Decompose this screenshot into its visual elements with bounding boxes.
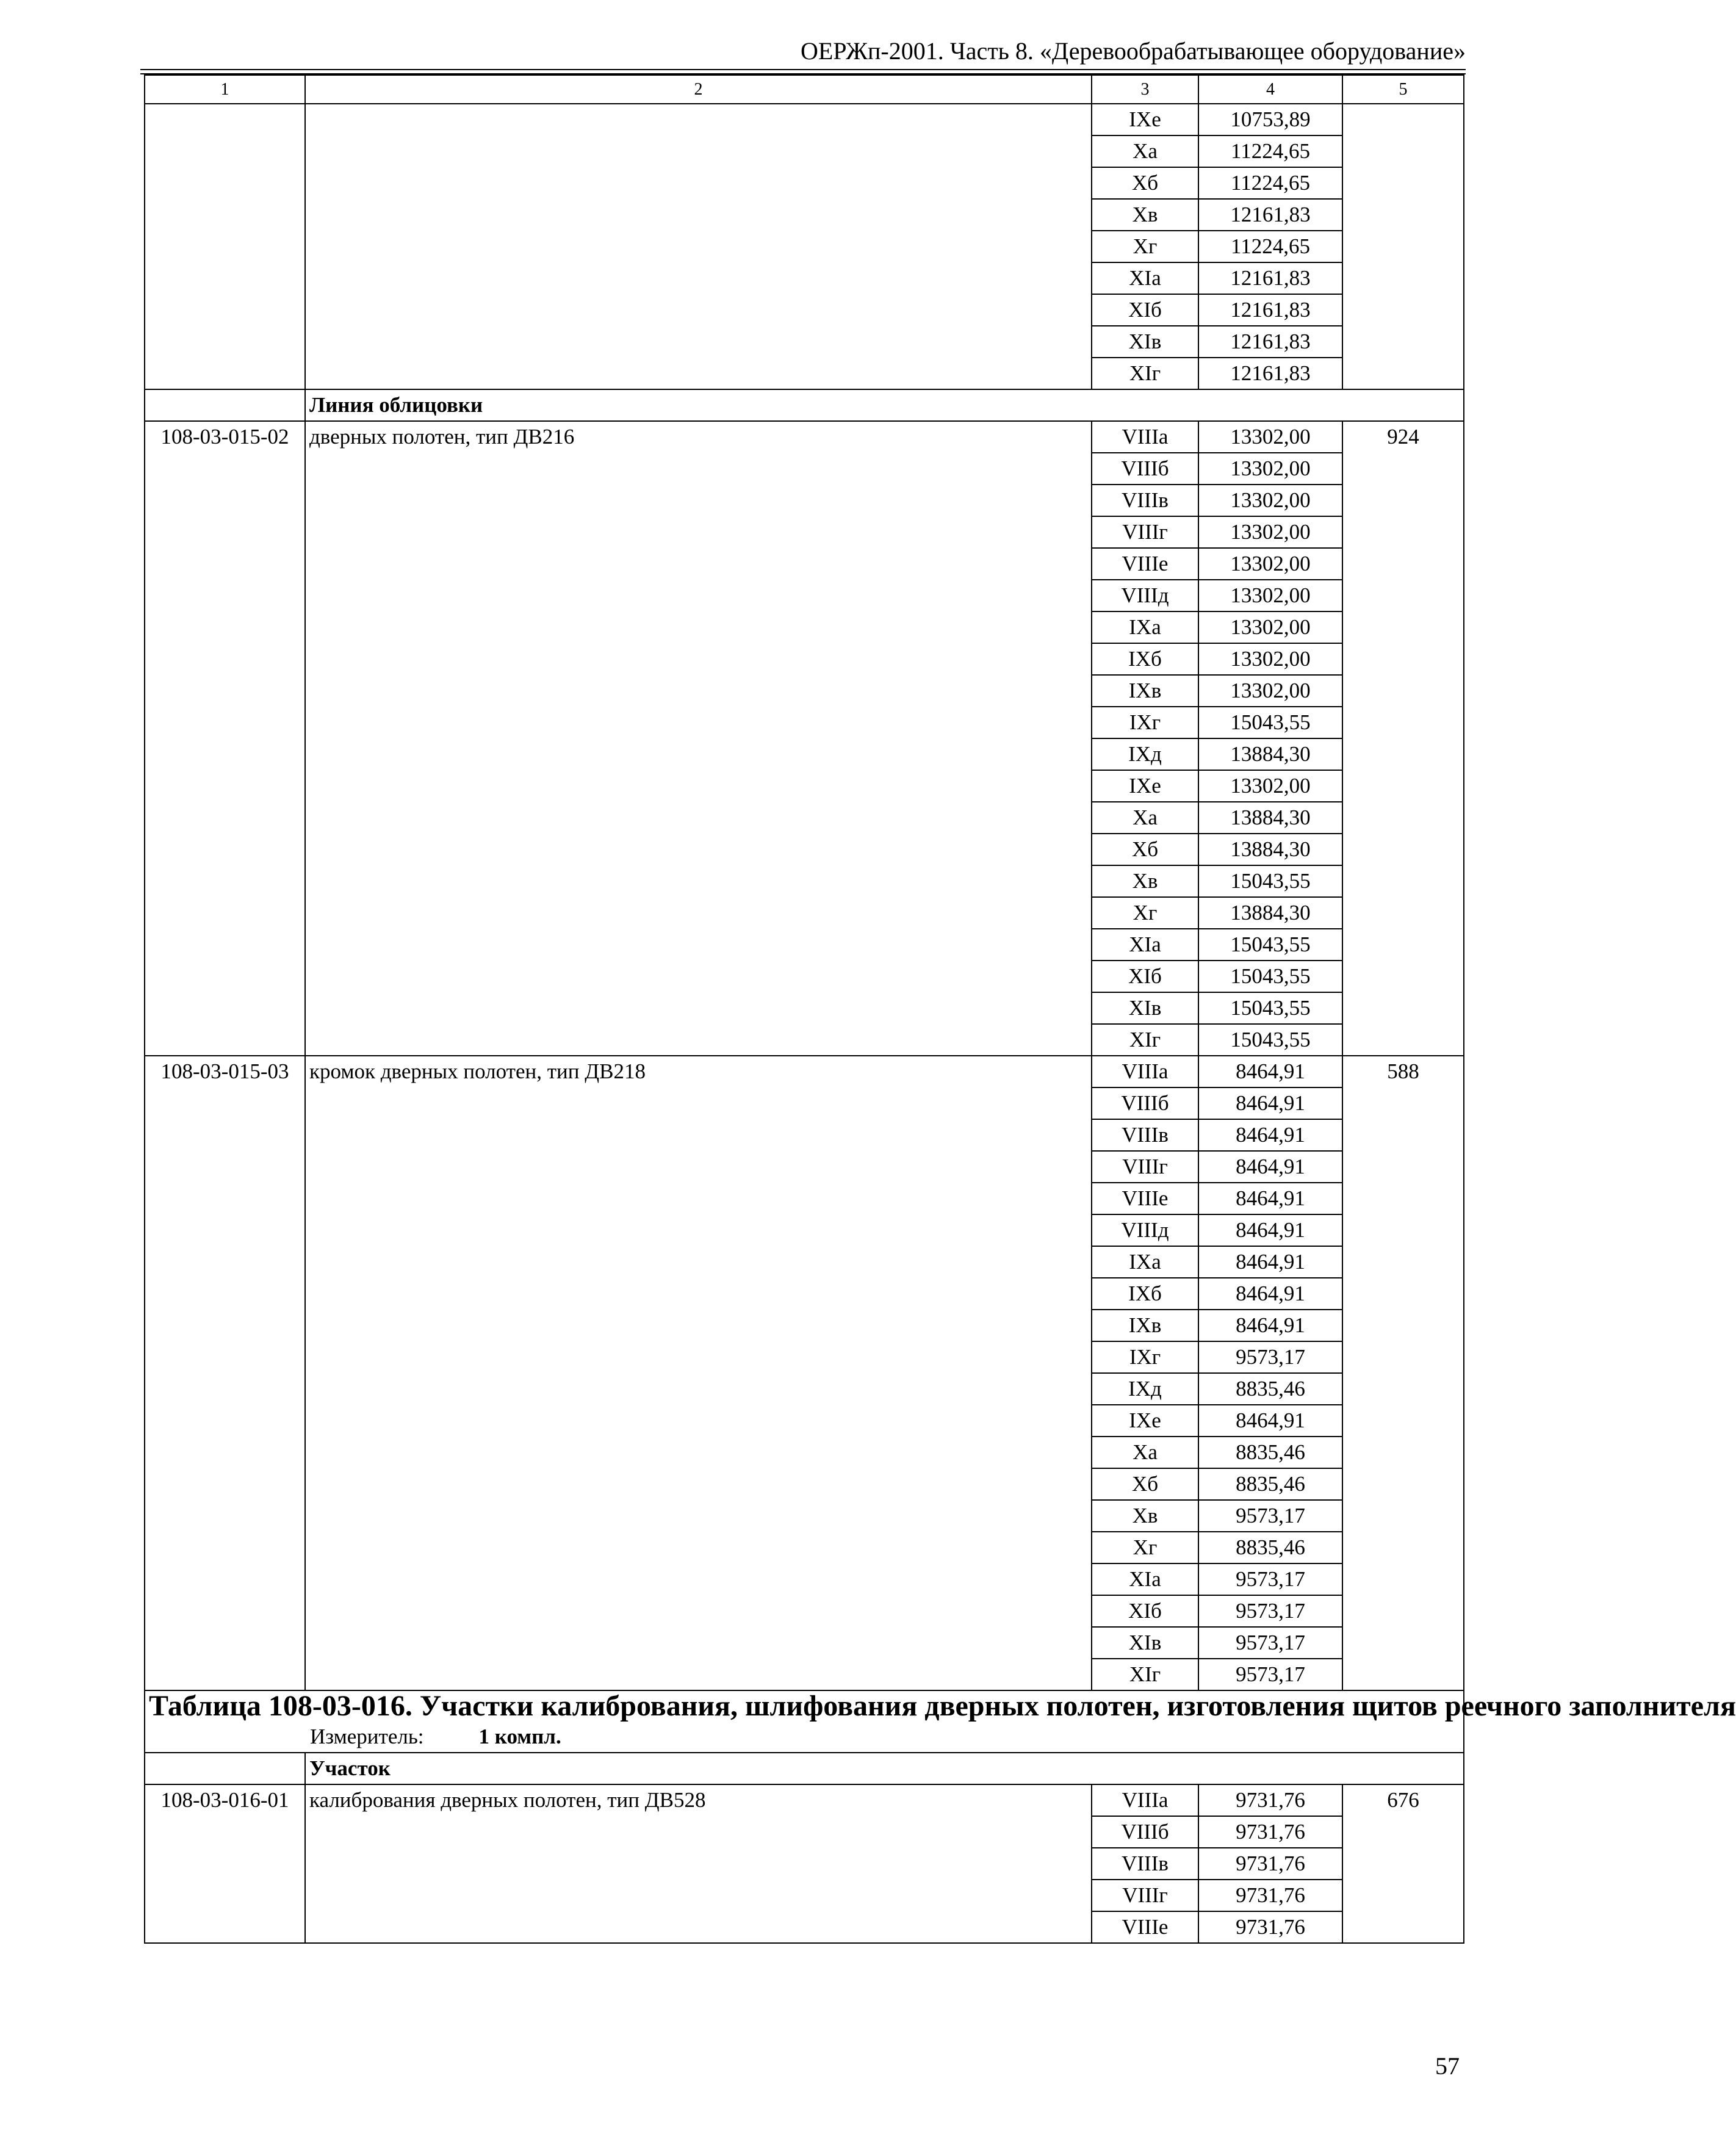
price-value: 8464,91 (1198, 1087, 1342, 1119)
zone-code: IXe (1092, 104, 1198, 135)
price-value: 13302,00 (1198, 643, 1342, 675)
item-col5: 924 (1342, 421, 1464, 1056)
zone-code: VIIIг (1092, 1880, 1198, 1911)
price-value: 15043,55 (1198, 929, 1342, 961)
page-number: 57 (1435, 2052, 1460, 2080)
price-value: 12161,83 (1198, 326, 1342, 358)
price-value: 8464,91 (1198, 1056, 1342, 1087)
zone-code: IXб (1092, 1278, 1198, 1310)
table-row (145, 104, 1464, 135)
price-value: 8464,91 (1198, 1246, 1342, 1278)
price-value: 13302,00 (1198, 611, 1342, 643)
table-title-cell (145, 1690, 1736, 1753)
zone-code: IXд (1092, 1373, 1198, 1405)
zone-code: Xв (1092, 865, 1198, 897)
zone-code: Xг (1092, 897, 1198, 929)
zone-code: XIa (1092, 1563, 1198, 1595)
price-value: 8835,46 (1198, 1373, 1342, 1405)
zone-code: IXe (1092, 770, 1198, 802)
price-value: 8835,46 (1198, 1437, 1342, 1468)
price-value: 8464,91 (1198, 1214, 1342, 1246)
zone-code: Xб (1092, 834, 1198, 865)
price-value: 13302,00 (1198, 516, 1342, 548)
price-value: 11224,65 (1198, 231, 1342, 262)
zone-code: XIб (1092, 294, 1198, 326)
zone-code: VIIIa (1092, 421, 1198, 453)
zone-code: VIIIб (1092, 1816, 1198, 1848)
zone-code: VIIIд (1092, 1214, 1198, 1246)
item-code (145, 104, 305, 389)
zone-code: VIIIe (1092, 548, 1198, 580)
zone-code: Xв (1092, 199, 1198, 231)
price-value: 8464,91 (1198, 1278, 1342, 1310)
price-value: 9731,76 (1198, 1848, 1342, 1880)
meter-value: 1 компл. (478, 1725, 561, 1748)
price-value: 15043,55 (1198, 992, 1342, 1024)
table-title-row (145, 1690, 1464, 1753)
zone-code: VIIIб (1092, 453, 1198, 485)
column-number: 3 (1092, 75, 1198, 104)
zone-code: VIIIв (1092, 1119, 1198, 1151)
item-col5 (1342, 104, 1464, 389)
zone-code: IXг (1092, 707, 1198, 738)
item-name: калибрования дверных полотен, тип ДВ528 (305, 1784, 1092, 1943)
zone-code: VIIIe (1092, 1183, 1198, 1214)
price-value: 9573,17 (1198, 1500, 1342, 1532)
zone-code: VIIIв (1092, 1848, 1198, 1880)
zone-code: Xг (1092, 1532, 1198, 1563)
price-value: 9731,76 (1198, 1911, 1342, 1943)
price-value: 11224,65 (1198, 135, 1342, 167)
price-value: 13302,00 (1198, 770, 1342, 802)
price-value: 9731,76 (1198, 1816, 1342, 1848)
item-name: дверных полотен, тип ДВ216 (305, 421, 1092, 1056)
zone-code: VIIIг (1092, 1151, 1198, 1183)
column-number-row (145, 75, 1464, 104)
section-row (145, 389, 1464, 421)
section-row (145, 1753, 1464, 1784)
column-number: 4 (1198, 75, 1342, 104)
zone-code: XIб (1092, 961, 1198, 992)
zone-code: XIв (1092, 1627, 1198, 1659)
rates-table (144, 74, 1736, 1944)
zone-code: XIa (1092, 262, 1198, 294)
zone-code: XIв (1092, 992, 1198, 1024)
price-value: 15043,55 (1198, 865, 1342, 897)
price-value: 9731,76 (1198, 1784, 1342, 1816)
zone-code: VIIIa (1092, 1056, 1198, 1087)
section-empty-cell (145, 389, 305, 421)
zone-code: IXг (1092, 1341, 1198, 1373)
zone-code: Xa (1092, 802, 1198, 834)
zone-code: IXa (1092, 611, 1198, 643)
price-value: 8464,91 (1198, 1183, 1342, 1214)
price-value: 9573,17 (1198, 1563, 1342, 1595)
zone-code: IXa (1092, 1246, 1198, 1278)
price-value: 13884,30 (1198, 834, 1342, 865)
zone-code: IXв (1092, 675, 1198, 707)
price-value: 8464,91 (1198, 1119, 1342, 1151)
price-value: 8835,46 (1198, 1468, 1342, 1500)
zone-code: Xг (1092, 231, 1198, 262)
price-value: 15043,55 (1198, 1024, 1342, 1056)
header-rule (140, 69, 1466, 70)
zone-code: VIIIб (1092, 1087, 1198, 1119)
price-value: 9573,17 (1198, 1659, 1342, 1690)
zone-code: VIIIд (1092, 580, 1198, 611)
item-name: кромок дверных полотен, тип ДВ218 (305, 1056, 1092, 1690)
price-value: 9573,17 (1198, 1595, 1342, 1627)
zone-code: XIв (1092, 326, 1198, 358)
zone-code: XIг (1092, 1659, 1198, 1690)
zone-code: VIIIв (1092, 485, 1198, 516)
price-value: 13884,30 (1198, 738, 1342, 770)
price-value: 13302,00 (1198, 485, 1342, 516)
price-value: 13302,00 (1198, 421, 1342, 453)
price-value: 15043,55 (1198, 707, 1342, 738)
zone-code: XIг (1092, 1024, 1198, 1056)
zone-code: IXe (1092, 1405, 1198, 1437)
table-row (145, 421, 1464, 453)
price-value: 9573,17 (1198, 1341, 1342, 1373)
price-value: 11224,65 (1198, 167, 1342, 199)
column-number: 2 (305, 75, 1092, 104)
price-value: 12161,83 (1198, 199, 1342, 231)
table-row (145, 1056, 1464, 1087)
item-name (305, 104, 1092, 389)
column-number: 5 (1342, 75, 1464, 104)
zone-code: Xв (1092, 1500, 1198, 1532)
zone-code: VIIIг (1092, 516, 1198, 548)
zone-code: VIIIe (1092, 1911, 1198, 1943)
zone-code: XIa (1092, 929, 1198, 961)
section-title: Линия облицовки (305, 389, 1464, 421)
price-value: 9573,17 (1198, 1627, 1342, 1659)
zone-code: Xб (1092, 1468, 1198, 1500)
price-value: 12161,83 (1198, 262, 1342, 294)
zone-code: XIб (1092, 1595, 1198, 1627)
price-value: 13302,00 (1198, 453, 1342, 485)
column-number: 1 (145, 75, 305, 104)
price-value: 9731,76 (1198, 1880, 1342, 1911)
price-value: 10753,89 (1198, 104, 1342, 135)
price-value: 12161,83 (1198, 294, 1342, 326)
price-value: 13884,30 (1198, 802, 1342, 834)
price-value: 13884,30 (1198, 897, 1342, 929)
zone-code: IXб (1092, 643, 1198, 675)
price-value: 8464,91 (1198, 1310, 1342, 1341)
meter-label: Измеритель: (310, 1725, 424, 1748)
zone-code: IXв (1092, 1310, 1198, 1341)
price-value: 15043,55 (1198, 961, 1342, 992)
item-code: 108-03-015-02 (145, 421, 305, 1056)
zone-code: XIг (1092, 358, 1198, 389)
item-code: 108-03-015-03 (145, 1056, 305, 1690)
zone-code: Xб (1092, 167, 1198, 199)
price-value: 8835,46 (1198, 1532, 1342, 1563)
price-value: 8464,91 (1198, 1151, 1342, 1183)
price-value: 12161,83 (1198, 358, 1342, 389)
section-title: Участок (305, 1753, 1464, 1784)
price-value: 13302,00 (1198, 580, 1342, 611)
zone-code: Xa (1092, 1437, 1198, 1468)
table-row (145, 1784, 1464, 1816)
page-header: ОЕРЖп-2001. Часть 8. «Деревообрабатывающее оборудование» (800, 37, 1466, 65)
section-empty-cell (145, 1753, 305, 1784)
zone-code: VIIIa (1092, 1784, 1198, 1816)
price-value: 13302,00 (1198, 675, 1342, 707)
item-col5: 676 (1342, 1784, 1464, 1943)
meter-line (149, 1722, 1460, 1752)
price-value: 8464,91 (1198, 1405, 1342, 1437)
zone-code: Xa (1092, 135, 1198, 167)
item-code: 108-03-016-01 (145, 1784, 305, 1943)
item-col5: 588 (1342, 1056, 1464, 1690)
table-title: Таблица 108-03-016. Участки калибрования, шлифования дверных полотен, изготовления щитов реечного заполнителя (149, 1690, 1736, 1722)
price-value: 13302,00 (1198, 548, 1342, 580)
zone-code: IXд (1092, 738, 1198, 770)
